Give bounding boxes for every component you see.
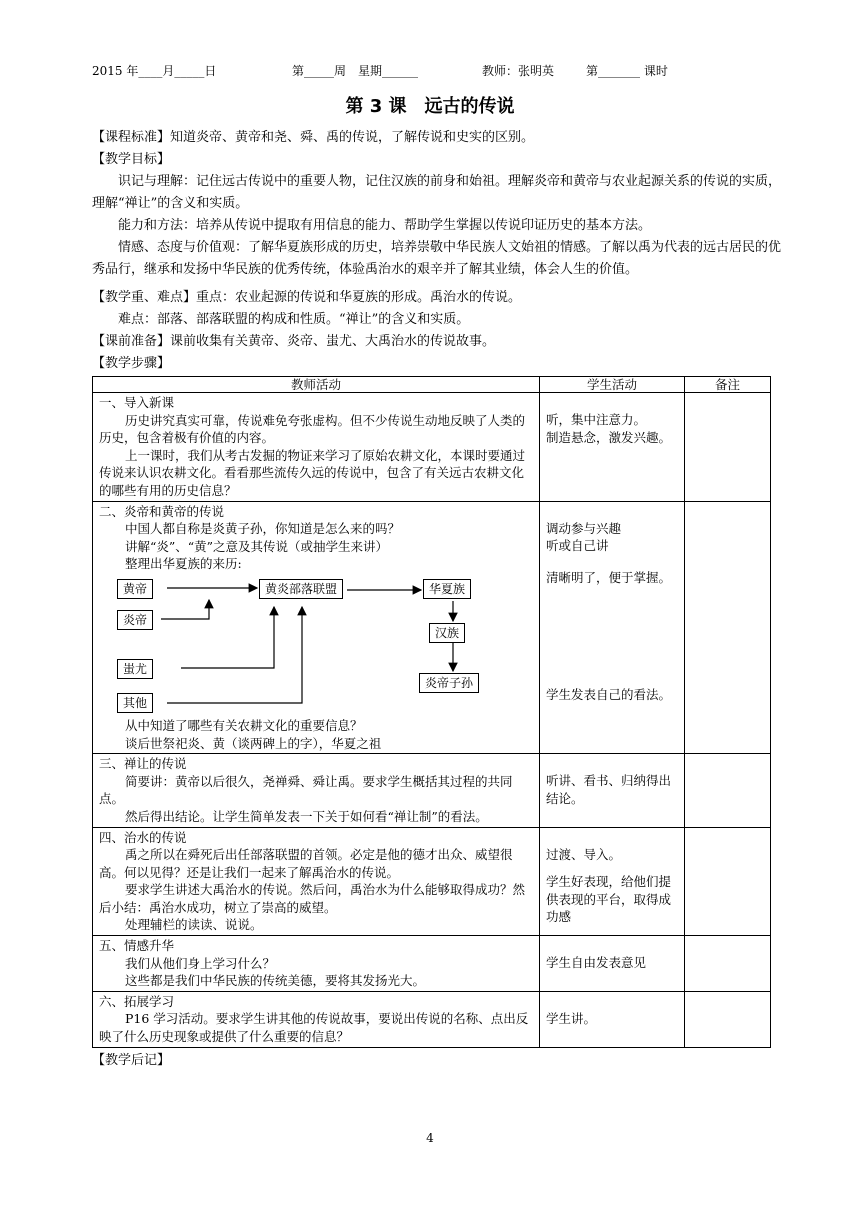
table-row (93, 936, 771, 992)
hanzu-box: 汉族 (429, 623, 465, 643)
yandi-box: 炎帝 (117, 610, 153, 630)
step-text: 要求学生讲述大禹治水的传说。然后问，禹治水为什么能够取得成功？然后小结：禹治水成功，树立了崇高的威望。 (99, 882, 526, 915)
step-title: 二、炎帝和黄帝的传说 (99, 503, 225, 519)
step-text: 然后得出结论。让学生简单发表一下关于如何看“禅让制”的看法。 (125, 808, 488, 824)
teacher-cell (93, 501, 540, 754)
header-student-activity: 学生活动 (540, 377, 685, 393)
student-cell (540, 393, 685, 502)
student-text: 学生讲。 (546, 1010, 597, 1026)
key-points: 【教学重、难点】重点：农业起源的传说和华夏族的形成。禹治水的传说。 (92, 290, 522, 305)
chiyou-box: 蚩尤 (117, 659, 153, 679)
step-text: 上一课时，我们从考古发掘的物证来学习了原始农耕文化，本课时要通过传说来认识农耕文化。看看那些流传久远的传说中，包含了有关远古农耕文化的哪些有用的历史信息？ (99, 447, 526, 498)
qita-box: 其他 (117, 693, 153, 713)
student-text: 听，集中注意力。 (546, 412, 647, 427)
teacher-cell (93, 936, 540, 992)
notes-cell (685, 393, 771, 502)
header-period: 第_______ 课时 (586, 64, 668, 78)
step-text: 历史讲究真实可靠，传说难免夸张虚构。但不少传说生动地反映了人类的历史，包含着极有价值的内容。 (99, 412, 526, 446)
step-title: 一、导入新课 (99, 395, 175, 410)
difficult-points: 难点：部落、部落联盟的构成和性质。“禅让”的含义和实质。 (118, 312, 470, 327)
table-row (93, 754, 771, 827)
step-title: 三、禅让的传说 (99, 756, 187, 772)
step-text: 讲解“炎”、“黄”之意及其传说（或抽学生来讲） (125, 538, 389, 554)
table-row (93, 393, 771, 502)
student-text: 学生自由发表意见 (546, 955, 647, 971)
class-prep: 【课前准备】课前收集有关黄帝、炎帝、蚩尤、大禹治水的传说故事。 (92, 334, 496, 349)
huangdi-box: 黄帝 (117, 579, 153, 599)
afterword-heading: 【教学后记】 (92, 1053, 171, 1068)
table-header-row (93, 377, 771, 393)
huaxia-origin-diagram (99, 575, 533, 715)
step-text: 我们从他们身上学习什么？ (125, 955, 276, 971)
step-title: 六、拓展学习 (99, 993, 175, 1009)
student-text: 过渡、导入。 (546, 846, 622, 862)
goal-knowledge: 识记与理解：记住远古传说中的重要人物，记住汉族的前身和始祖。理解炎帝和黄帝与农业起源关系的传说的实质，理解“禅让”的含义和实质。 (92, 174, 782, 211)
student-cell (540, 827, 685, 936)
student-cell (540, 501, 685, 754)
header-teacher: 教师：张明英 (482, 64, 555, 78)
page-number: 4 (426, 1131, 434, 1145)
step-text: 简要讲：黄帝以后很久，尧禅舜、舜让禹。要求学生概括其过程的共同点。 (99, 773, 513, 807)
student-text: 学生好表现，给他们提供表现的平台，取得成功感 (546, 874, 672, 925)
alliance-box: 黄炎部落联盟 (259, 579, 343, 599)
teacher-cell (93, 754, 540, 827)
step-text: 禹之所以在舜死后出任部落联盟的首领。必定是他的德才出众、威望很高。何以见得？还是让我们一起来了解禹治水的传说。 (99, 847, 513, 880)
steps-table (92, 376, 771, 1048)
notes-cell (685, 991, 771, 1047)
student-text: 听或自己讲 (546, 538, 609, 554)
huaxia-box: 华夏族 (423, 579, 471, 599)
student-text: 学生发表自己的看法。 (546, 686, 672, 702)
notes-cell (685, 501, 771, 754)
step-text: P16 学习活动。要求学生讲其他的传说故事，要说出传说的名称、点出反映了什么历史现象或提供了什么重要的信息？ (99, 1011, 529, 1045)
header-week: 第_____周 星期______ (292, 64, 419, 78)
goal-emotion: 情感、态度与价值观：了解华夏族形成的历史，培养崇敬中华民族人文始祖的情感。了解以禹为代表的远古居民的优秀品行，继承和发扬中华民族的优秀传统，体验禹治水的艰辛并了解其业绩，体会人生的价值。 (92, 240, 782, 277)
course-standard: 【课程标准】知道炎帝、黄帝和尧、舜、禹的传说，了解传说和史实的区别。 (92, 130, 535, 145)
teacher-cell (93, 827, 540, 936)
table-row (93, 827, 771, 936)
student-text: 听讲、看书、归纳得出结论。 (546, 773, 672, 806)
student-text: 清晰明了，便于掌握。 (546, 569, 672, 585)
student-cell (540, 991, 685, 1047)
teacher-cell (93, 393, 540, 502)
step-text: 这些都是我们中华民族的传统美德，要将其发扬光大。 (125, 973, 426, 989)
student-cell (540, 754, 685, 827)
step-title: 四、治水的传说 (99, 829, 187, 845)
step-text: 谈后世祭祀炎、黄（谈两碑上的字），华夏之祖 (125, 735, 382, 751)
step-text: 处理辅栏的读读、说说。 (125, 917, 263, 933)
goal-ability: 能力和方法：培养从传说中提取有用信息的能力、帮助学生掌握以传说印证历史的基本方法。 (118, 218, 652, 233)
student-text: 调动参与兴趣 (546, 520, 622, 536)
steps-heading: 【教学步骤】 (92, 356, 171, 371)
header-teacher-activity: 教师活动 (93, 377, 540, 393)
page-title: 第 3 课 远古的传说 (345, 96, 515, 117)
table-row (93, 501, 771, 754)
zisun-box: 炎帝子孙 (419, 673, 479, 693)
step-text: 从中知道了哪些有关农耕文化的重要信息？ (125, 717, 363, 733)
step-text: 整理出华夏族的来历: (125, 556, 242, 572)
student-cell (540, 936, 685, 992)
goal-heading: 【教学目标】 (92, 152, 171, 167)
header-notes: 备注 (685, 377, 771, 393)
step-text: 中国人都自称是炎黄子孙，你知道是怎么来的吗？ (125, 521, 401, 537)
student-text: 制造悬念，激发兴趣。 (546, 429, 672, 445)
step-title: 五、情感升华 (99, 938, 175, 954)
teacher-cell (93, 991, 540, 1047)
notes-cell (685, 936, 771, 992)
table-row (93, 991, 771, 1047)
header-date: 2015 年____月_____日 (92, 64, 217, 78)
notes-cell (685, 754, 771, 827)
notes-cell (685, 827, 771, 936)
